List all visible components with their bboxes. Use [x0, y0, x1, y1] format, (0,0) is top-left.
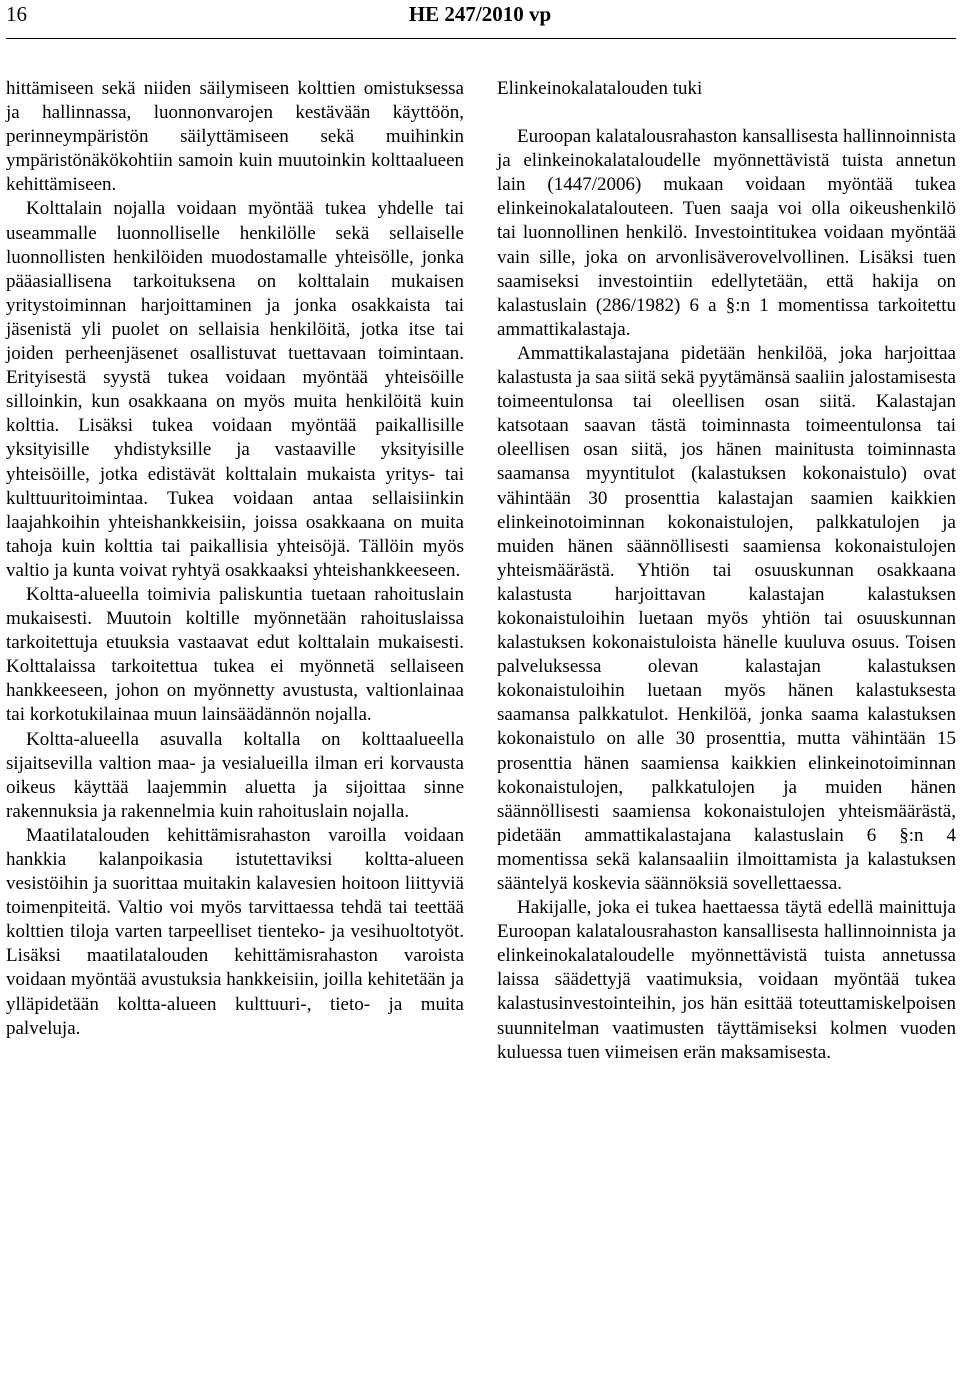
document-reference: HE 247/2010 vp [408, 2, 552, 26]
paragraph: Ammattikalastajana pidetään henkilöä, joka harjoittaa kalastusta ja saa siitä sekä pyytämänsä saaliin jalostamisesta toimeentulonsa tai oleellisen osan siitä. Kalastajan katsotaan saavan tästä toiminnasta toimeentulonsa tai oleellisen osan siitä, jos hänen mainitusta toiminnasta saamansa myyntitulot (kalastuksen kokonaistulo) ovat vähintään 30 prosenttia kalastajan saamien kaikkien elinkeinotoiminnan kokonaistulojen, palkkatulojen ja muiden hänen säännöllisesti saamiensa kokonaistulojen yhteismäärästä. Yhtiön tai osuuskunnan osakkaana kalastusta harjoittavan kalastajan kalastuksen kokonaistuloihin luetaan myös yhtiön tai osuuskunnan kalastuksen kokonaistuloista hänelle kuuluva osuus. Toisen palveluksessa olevan kalastajan kalastuksen kokonaistuloihin luetaan myös hänen kalastuksesta saamansa palkkatulot. Henkilöä, jonka saama kalastuksen kokonaistulo on alle 30 prosenttia, mutta vähintään 15 prosenttia hänen saamiensa kaikkien elinkeinotoiminnan kokonaistulojen, palkkatulojen ja muiden hänen säännöllisesti saamiensa kokonaistulojen yhteismäärästä, pidetään ammattikalastajana kalastuslain 6 §:n 4 momentissa sekä kalansaaliin ilmoittamista ja kalastuksen sääntelyä koskevia säännöksiä sovellettaessa. [497, 342, 956, 894]
right-column [497, 77, 956, 1065]
left-column [6, 77, 464, 1041]
paragraph: Maatilatalouden kehittämisrahaston varoilla voidaan hankkia kalanpoikasia istutettaviksi koltta-alueen vesistöihin ja suorittaa muitakin kalavesien hoitoon liittyviä toimenpiteitä. Valtio voi myös tarvittaessa tehdä tai teettää kolttien tiloja varten tarpeelliset tienteko- ja vesihuoltotyöt. Lisäksi maatilatalouden kehittämisrahaston varoista voidaan myöntää avustuksia hankkeisiin, joilla kehitetään ja ylläpidetään koltta-alueen kulttuuri-, tieto- ja muita palveluja. [6, 824, 464, 1039]
paragraph: Hakijalle, joka ei tukea haettaessa täytä edellä mainittuja Euroopan kalatalousrahaston kansallisesta hallinnoinnista ja elinkeinokalataloudelle myönnettävistä tuista annetussa laissa säädettyjä vaatimuksia, voidaan myöntää tukea kalastusinvestointeihin, jos hän esittää toteuttamiskelpoisen suunnitelman vaatimusten täyttämiseksi kolmen vuoden kuluessa tuen viimeisen erän maksamisesta. [497, 897, 956, 1063]
paragraph: Koltta-alueella asuvalla koltalla on kolttaalueella sijaitsevilla valtion maa- ja vesialueilla ilman eri korvausta oikeus käyttää laajemmin aluetta ja sijoittaa sinne rakennuksia ja rakennelmia kuin rahoituslain nojalla. [6, 728, 464, 822]
section-heading: Elinkeinokalatalouden tuki [497, 78, 703, 99]
header-divider [6, 38, 956, 39]
page-number: 16 [6, 2, 27, 26]
paragraph: hittämiseen sekä niiden säilymiseen kolttien omistuksessa ja hallinnassa, luonnonvarojen kestävään käyttöön, perinneympäristön säilyttämiseen sekä muihinkin ympäristönäkökohtiin samoin kuin muutoinkin kolttaalueen kehittämiseen. [6, 78, 464, 196]
paragraph: Koltta-alueella toimivia paliskuntia tuetaan rahoituslain mukaisesti. Muutoin koltille myönnetään rahoituslaissa tarkoitettuja etuuksia vastaavat edut kolttalain mukaisesti. Kolttalaissa tarkoitettua tukea ei myönnetä sellaiseen hankkeeseen, johon on myönnetty avustusta, valtionlainaa tai korkotukilainaa muun lainsäädännön nojalla. [6, 583, 464, 726]
paragraph: Kolttalain nojalla voidaan myöntää tukea yhdelle tai useammalle luonnolliselle henkilölle sekä sellaiselle luonnollisten henkilöiden muodostamalle yhteisölle, jonka pääasiallisena tarkoituksena on kolttalain mukaisen yritystoiminnan harjoittaminen ja jonka osakkaista tai jäsenistä yli puolet on sellaisia henkilöitä, jotka itse tai joiden perheenjäsenet osallistuvat tuettavaan toimintaan. Erityisestä syystä tukea voidaan myöntää yhteisöille silloinkin, kun osakkaana on myös muita henkilöitä kuin kolttia. Lisäksi tukea voidaan myöntää paikallisille yksityisille yhdistyksille ja vastaaville yksityisille yhteisöille, jotka edistävät kolttalain mukaista yritys- tai kulttuuritoimintaa. Tukea voidaan antaa sellaisiinkin laajahkoihin yhteishankkeisiin, joissa osakkaana on muita tahoja kuin kolttia tai paikallisia yhteisöjä. Tällöin myös valtio ja kunta voivat ryhtyä osakkaaksi yhteishankkeeseen. [6, 198, 464, 581]
paragraph: Euroopan kalatalousrahaston kansallisesta hallinnoinnista ja elinkeinokalataloudelle myönnettävistä tuista annetun lain (1447/2006) mukaan voidaan myöntää tukea elinkeinokalatalouteen. Tuen saaja voi olla oikeushenkilö tai luonnollinen henkilö. Investointitukea voidaan myöntää vain sille, joka on arvonlisäverovelvollinen. Lisäksi tuen saamiseksi investointiin edellytetään, että hakija on kalastuslain (286/1982) 6 a §:n 1 momentissa tarkoitettu ammattikalastaja. [497, 126, 956, 340]
